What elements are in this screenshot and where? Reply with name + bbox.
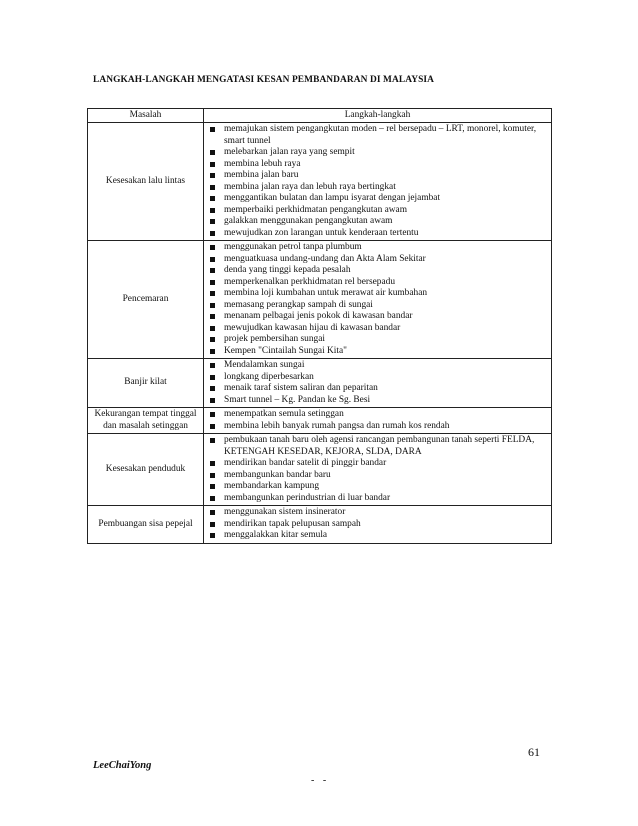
square-bullet-icon bbox=[210, 398, 215, 403]
list-item bbox=[204, 519, 547, 531]
square-bullet-icon bbox=[210, 438, 215, 443]
step-text: projek pembersihan sungai bbox=[224, 334, 326, 344]
square-bullet-icon bbox=[210, 510, 215, 515]
list-item bbox=[204, 346, 547, 358]
langkah-cell bbox=[204, 434, 552, 506]
steps-list bbox=[204, 408, 551, 433]
list-item bbox=[204, 277, 547, 289]
footer-mark: - - bbox=[311, 775, 330, 786]
square-bullet-icon bbox=[210, 314, 215, 319]
list-item bbox=[204, 170, 547, 182]
masalah-cell: Kekurangan tempat tinggal dan masalah setinggan bbox=[88, 408, 204, 434]
list-item bbox=[204, 507, 547, 519]
step-text: menempatkan semula setinggan bbox=[224, 409, 344, 419]
masalah-cell: Kesesakan penduduk bbox=[88, 434, 204, 506]
square-bullet-icon bbox=[210, 473, 215, 478]
step-text: denda yang tinggi kepada pesalah bbox=[224, 265, 351, 275]
list-item bbox=[204, 530, 547, 542]
masalah-cell: Banjir kilat bbox=[88, 359, 204, 408]
langkah-cell bbox=[204, 123, 552, 241]
list-item bbox=[204, 288, 547, 300]
square-bullet-icon bbox=[210, 219, 215, 224]
list-item bbox=[204, 228, 547, 240]
steps-list bbox=[204, 241, 551, 358]
step-text: menanam pelbagai jenis pokok di kawasan bandar bbox=[224, 311, 413, 321]
square-bullet-icon bbox=[210, 231, 215, 236]
table-header-row bbox=[88, 109, 552, 123]
list-item bbox=[204, 193, 547, 205]
step-text: mendirikan tapak pelupusan sampah bbox=[224, 518, 361, 529]
author-name: LeeChaiYong bbox=[93, 760, 152, 771]
step-text: membina lebuh raya bbox=[224, 158, 301, 169]
step-text: menggunakan petrol tanpa plumbum bbox=[224, 242, 362, 252]
masalah-cell: Kesesakan lalu lintas bbox=[88, 123, 204, 241]
square-bullet-icon bbox=[210, 173, 215, 178]
step-text: menaik taraf sistem saliran dan peparitan bbox=[224, 383, 378, 393]
step-text: mewujudkan zon larangan untuk kenderaan tertentu bbox=[224, 227, 419, 238]
list-item bbox=[204, 254, 547, 266]
step-text: Smart tunnel – Kg. Pandan ke Sg. Besi bbox=[224, 394, 371, 405]
square-bullet-icon bbox=[210, 484, 215, 489]
document-title: LANGKAH-LANGKAH MENGATASI KESAN PEMBANDARAN DI MALAYSIA bbox=[93, 75, 435, 85]
list-item bbox=[204, 421, 547, 433]
step-text: menggalakkan kitar semula bbox=[224, 530, 328, 540]
square-bullet-icon bbox=[210, 412, 215, 417]
list-item bbox=[204, 372, 547, 384]
steps-list bbox=[204, 506, 551, 543]
langkah-cell bbox=[204, 408, 552, 434]
header-masalah: Masalah bbox=[88, 109, 204, 123]
step-text: Mendalamkan sungai bbox=[224, 360, 305, 370]
square-bullet-icon bbox=[210, 127, 215, 132]
list-item bbox=[204, 409, 547, 421]
square-bullet-icon bbox=[210, 522, 215, 527]
langkah-cell bbox=[204, 506, 552, 544]
step-text: longkang diperbesarkan bbox=[224, 371, 314, 382]
step-text: menggunakan sistem insinerator bbox=[224, 507, 346, 517]
table-row bbox=[88, 241, 552, 359]
page-number: 61 bbox=[528, 745, 540, 759]
square-bullet-icon bbox=[210, 424, 215, 429]
list-item bbox=[204, 383, 547, 395]
step-text: membina jalan raya dan lebuh raya bertingkat bbox=[224, 181, 396, 192]
masalah-cell: Pencemaran bbox=[88, 241, 204, 359]
square-bullet-icon bbox=[210, 185, 215, 190]
square-bullet-icon bbox=[210, 162, 215, 167]
step-text: membandarkan kampung bbox=[224, 481, 320, 491]
step-text: membangunkan bandar baru bbox=[224, 469, 331, 480]
step-text: memajukan sistem pengangkutan moden – rel bersepadu – LRT, monorel, komuter, smart tunnel bbox=[224, 124, 537, 146]
step-text: melebarkan jalan raya yang sempit bbox=[224, 147, 355, 157]
square-bullet-icon bbox=[210, 245, 215, 250]
step-text: membina jalan baru bbox=[224, 170, 299, 180]
list-item bbox=[204, 216, 547, 228]
step-text: membangunkan perindustrian di luar bandar bbox=[224, 492, 391, 503]
list-item bbox=[204, 458, 547, 470]
list-item bbox=[204, 147, 547, 159]
table-row bbox=[88, 408, 552, 434]
square-bullet-icon bbox=[210, 150, 215, 155]
steps-list bbox=[204, 359, 551, 407]
step-text: menggantikan bulatan dan lampu isyarat dengan jejambat bbox=[224, 193, 441, 203]
list-item bbox=[204, 334, 547, 346]
langkah-cell bbox=[204, 359, 552, 408]
step-text: mendirikan bandar satelit di pinggir bandar bbox=[224, 458, 387, 468]
square-bullet-icon bbox=[210, 349, 215, 354]
list-item bbox=[204, 300, 547, 312]
list-item bbox=[204, 323, 547, 335]
masalah-cell: Pembuangan sisa pepejal bbox=[88, 506, 204, 544]
step-text: membina lebih banyak rumah pangsa dan rumah kos rendah bbox=[224, 420, 450, 431]
square-bullet-icon bbox=[210, 268, 215, 273]
list-item bbox=[204, 493, 547, 505]
list-item bbox=[204, 481, 547, 493]
step-text: Kempen "Cintailah Sungai Kita" bbox=[224, 345, 347, 356]
square-bullet-icon bbox=[210, 257, 215, 262]
step-text: memperkenalkan perkhidmatan rel bersepadu bbox=[224, 276, 396, 287]
list-item bbox=[204, 311, 547, 323]
list-item bbox=[204, 435, 547, 458]
square-bullet-icon bbox=[210, 363, 215, 368]
square-bullet-icon bbox=[210, 208, 215, 213]
step-text: membina loji kumbahan untuk merawat air kumbahan bbox=[224, 288, 428, 298]
list-item bbox=[204, 360, 547, 372]
list-item bbox=[204, 205, 547, 217]
list-item bbox=[204, 159, 547, 171]
step-text: mewujudkan kawasan hijau di kawasan bandar bbox=[224, 322, 401, 333]
square-bullet-icon bbox=[210, 303, 215, 308]
square-bullet-icon bbox=[210, 326, 215, 331]
table-row bbox=[88, 434, 552, 506]
list-item bbox=[204, 124, 547, 147]
list-item bbox=[204, 182, 547, 194]
square-bullet-icon bbox=[210, 337, 215, 342]
table-row bbox=[88, 506, 552, 544]
step-text: galakkan menggunakan pengangkutan awam bbox=[224, 216, 393, 226]
square-bullet-icon bbox=[210, 196, 215, 201]
square-bullet-icon bbox=[210, 533, 215, 538]
steps-table bbox=[87, 108, 552, 544]
list-item bbox=[204, 265, 547, 277]
step-text: memperbaiki perkhidmatan pengangkutan awam bbox=[224, 204, 408, 215]
square-bullet-icon bbox=[210, 496, 215, 501]
step-text: memasang perangkap sampah di sungai bbox=[224, 299, 373, 310]
table-row bbox=[88, 359, 552, 408]
square-bullet-icon bbox=[210, 375, 215, 380]
step-text: menguatkuasa undang-undang dan Akta Alam Sekitar bbox=[224, 253, 426, 264]
header-langkah: Langkah-langkah bbox=[204, 109, 552, 123]
steps-list bbox=[204, 123, 551, 240]
table-row bbox=[88, 123, 552, 241]
square-bullet-icon bbox=[210, 461, 215, 466]
square-bullet-icon bbox=[210, 386, 215, 391]
steps-list bbox=[204, 434, 551, 505]
list-item bbox=[204, 242, 547, 254]
list-item bbox=[204, 395, 547, 407]
square-bullet-icon bbox=[210, 280, 215, 285]
langkah-cell bbox=[204, 241, 552, 359]
step-text: pembukaan tanah baru oleh agensi rancangan pembangunan tanah seperti FELDA, KETENGAH KESEDAR, KEJORA, SLDA, DARA bbox=[224, 435, 535, 457]
list-item bbox=[204, 470, 547, 482]
square-bullet-icon bbox=[210, 291, 215, 296]
